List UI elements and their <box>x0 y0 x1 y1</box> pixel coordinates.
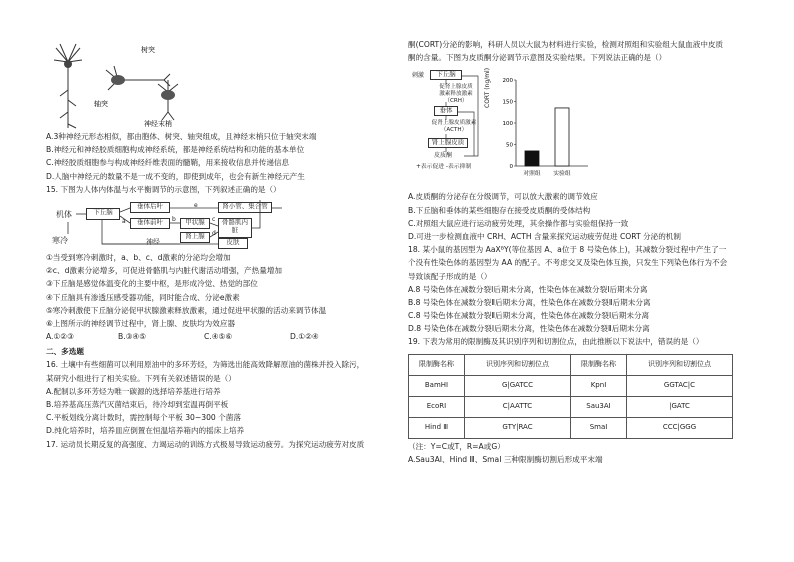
statement-line: ③下丘脑是感觉体温变化的主要中枢，是形成冷觉、热觉的部位 <box>46 279 258 289</box>
text-line: A.Sau3AI、Hind Ⅲ、SmaI 三种限制酶切割后形成平末端 <box>408 454 603 464</box>
left-column <box>46 40 394 453</box>
text-line: D.人脑中神经元的数量不是一成不变的，即使到成年，也会有新生神经元产生 <box>46 171 305 181</box>
statement-line: ⑥上图所示的神经调节过程中，肾上腺、皮肤均为效应器 <box>46 318 236 328</box>
statement-line: ④下丘脑具有渗透压感受器功能，同时能合成、分泌e激素 <box>46 292 240 302</box>
table-cell: GTY|RAC <box>465 417 571 438</box>
text-line: B.培养基高压蒸汽灭菌结束后，待冷却到室温再倒平板 <box>46 400 229 409</box>
cortisone-label: 皮质酮 <box>434 152 453 160</box>
table-cell: BamHI <box>409 375 465 396</box>
text-line: 导致该配子形成的是（） <box>408 271 492 281</box>
cort-arrows <box>408 68 508 168</box>
text-line: 16. 土壤中有些细菌可以利用原油中的多环芳烃，为筛选出能高效降解原油的菌株并投入除污， <box>46 360 365 370</box>
q17-q19-text <box>408 192 760 350</box>
y-tick-label: 150 <box>502 99 513 106</box>
text-line: C.8 号染色体在减数分裂Ⅱ后期未分离，性染色体在减数分裂Ⅰ后期未分离 <box>408 311 650 321</box>
table-cell: C|AATTC <box>465 396 571 417</box>
stimulus-label: 刺激 <box>412 72 425 80</box>
text-line: D.纯化培养时，培养皿应倒置在恒温培养箱内的摇床上培养 <box>46 426 245 436</box>
text-line: A.皮质酮的分泌存在分级调节，可以放大激素的调节效应 <box>408 192 598 202</box>
nerve-label: 神经 <box>146 237 160 246</box>
table-cell: |GATC <box>627 396 733 417</box>
table-row <box>409 396 733 417</box>
letter-e: e <box>194 201 198 209</box>
table-header-row <box>409 354 733 375</box>
acth-label: 促肾上腺皮质激素 （ACTH） <box>431 120 477 134</box>
adrenal-cortex-box: 肾上腺皮质 <box>428 138 468 148</box>
table-header: 识别序列和切割位点 <box>465 354 571 375</box>
cold-label: 寒冷 <box>52 235 68 245</box>
y-tick-label: 50 <box>506 142 513 149</box>
skin-box: 皮肤 <box>218 238 248 249</box>
anterior-pituitary-box: 垂体前叶 <box>130 218 170 229</box>
table-cell: Sau3AI <box>571 396 627 417</box>
table-cell: GGTAC|C <box>627 375 733 396</box>
option-c: C.④⑤⑥ <box>204 332 233 342</box>
y-tick-label: 200 <box>502 78 513 85</box>
letter-d: d <box>212 229 216 237</box>
regulation-arrows <box>46 200 394 250</box>
option-a: A.①②③ <box>46 332 74 342</box>
table-cell: EcoRI <box>409 396 465 417</box>
text-line: 18. 某小鼠的基因型为 AaXᴮY(等位基因 A、a位于 8 号染色体上)，其减数分裂过程中产生了一 <box>408 245 727 255</box>
neuron-figure <box>46 40 394 132</box>
thyroid-box: 甲状腺 <box>180 218 210 229</box>
table-note: （注：Y=C或T，R=A或G） <box>408 441 505 451</box>
text-line: B.8 号染色体在减数分裂Ⅱ后期未分离，性染色体在减数分裂Ⅱ后期未分离 <box>408 297 651 307</box>
text-line: A.8 号染色体在减数分裂Ⅰ后期未分离，性染色体在减数分裂Ⅰ后期未分离 <box>408 284 648 294</box>
table-row <box>409 375 733 396</box>
legend-text: +表示促进 -表示抑制 <box>416 164 472 171</box>
renal-tubule-box: 肾小管、集合管 <box>218 202 272 213</box>
table-cell: G|GATCC <box>465 375 571 396</box>
organism-label: 机体 <box>56 209 72 219</box>
text-line: 19. 下表为常用的限制酶及其识别序列和切割位点，由此推断以下说法中，错误的是（） <box>408 337 704 347</box>
hypothalamus-box: 下丘脑 <box>430 70 462 80</box>
table-header: 识别序列和切割位点 <box>627 354 733 375</box>
text-line: 酮(CORT)分泌的影响，科研人员以大鼠为材料进行实验，检测对照组和实验组大鼠血液中皮质 <box>408 40 724 49</box>
adrenal-box: 肾上腺 <box>180 232 210 243</box>
text-line: D.8 号染色体在减数分裂Ⅰ后期未分离，性染色体在减数分裂Ⅱ后期未分离 <box>408 324 650 334</box>
table-header: 限制酶名称 <box>409 354 465 375</box>
terminal-label: 神经末梢 <box>144 120 172 128</box>
text-line: B.下丘脑和垂体的某些细胞存在接受皮质酮的受体结构 <box>408 205 591 215</box>
text-line: 某研究小组进行了相关实验。下列有关叙述错误的是（） <box>46 373 236 383</box>
table-header: 限制酶名称 <box>571 354 627 375</box>
text-line: 酮的含量。下图为皮质酮分泌调节示意图及实验结果。下列说法正确的是（） <box>408 53 667 63</box>
table-cell: CCC|GGG <box>627 417 733 438</box>
regulation-figure <box>46 200 394 250</box>
crh-label: 促肾上腺皮质 激素释放激素 （CRH） <box>439 84 473 104</box>
cort-bar-chart <box>494 70 594 180</box>
text-line: A.3种神经元形态相似，都由胞体、树突、轴突组成，且神经末梢只位于轴突末端 <box>46 132 317 141</box>
section-title: 二、多选题 <box>46 347 84 357</box>
text-line: D.可进一步检测血液中 CRH、ACTH 含量来探究运动疲劳促进 CORT 分泌的机制 <box>408 231 681 241</box>
statement-line: ①当受到寒冷刺激时，a、b、c、d激素的分泌均会增加 <box>46 252 231 262</box>
neuron-diagram <box>46 40 196 132</box>
option-d: D.①②④ <box>290 332 319 342</box>
question-15-stem: 15. 下图为人体内体温与水平衡调节的示意图，下列叙述正确的是（） <box>46 184 281 194</box>
table-row <box>409 417 733 438</box>
muscle-organ-box: 骨骼肌内脏 <box>218 218 252 238</box>
q15-options <box>46 332 394 345</box>
text-line: B.神经元和神经胶质细胞构成神经系统，都是神经系统结构和功能的基本单位 <box>46 145 305 155</box>
statement-line: ⑤寒冷刺激使下丘脑分泌促甲状腺激素释放激素，通过促进甲状腺的活动来调节体温 <box>46 305 327 315</box>
pituitary-box: 垂体 <box>434 106 458 116</box>
posterior-pituitary-box: 垂体后叶 <box>130 202 170 213</box>
q16-q17 <box>46 360 394 452</box>
q14-options <box>46 132 394 198</box>
hypothalamus-box: 下丘脑 <box>86 208 120 220</box>
q15-statements <box>46 253 394 332</box>
dendrite-label: 树突 <box>141 46 155 54</box>
axon-label: 轴突 <box>94 100 108 108</box>
text-line: 17. 运动员长期反复的高强度、力竭运动的训练方式极易导致运动疲劳。为探究运动疲劳对皮质 <box>46 439 365 449</box>
y-tick-label: 0 <box>509 164 513 171</box>
text-line: 个没有性染色体的基因型为 AA 的配子。不考虑交叉及染色体互换，只发生下列染色体行为不会 <box>408 258 728 268</box>
text-line: C.对照组大鼠应进行运动疲劳处理，其余操作都与实验组保持一致 <box>408 218 629 228</box>
bar-experimental <box>555 108 569 166</box>
x-tick-label: 对照组 <box>523 171 541 178</box>
enzyme-table <box>408 354 733 439</box>
letter-a: a <box>122 217 126 225</box>
letter-b: b <box>172 215 176 223</box>
bar-control <box>525 151 539 166</box>
text-line: A.配制以多环芳烃为唯一碳源的选择培养基进行培养 <box>46 386 221 396</box>
table-cell: KpnI <box>571 375 627 396</box>
y-tick-label: 100 <box>502 121 513 128</box>
y-axis-label: CORT (ng/ml) <box>484 68 491 109</box>
right-column <box>408 40 760 468</box>
table-cell: SmaI <box>571 417 627 438</box>
table-cell: Hind Ⅲ <box>409 417 465 438</box>
text-line: C.神经胶质细胞参与构成神经纤维表面的髓鞘，用来接收信息并传递信息 <box>46 158 290 168</box>
text-line: C.平板划线分离计数时，需控制每个平板 30~300 个菌落 <box>46 413 241 423</box>
option-b: B.③④⑤ <box>118 332 147 342</box>
letter-c: c <box>212 215 216 223</box>
cort-figure <box>408 68 760 190</box>
statement-line: ②c、d激素分泌增多，可促进骨骼肌与内脏代谢活动增强，产热量增加 <box>46 266 283 276</box>
x-tick-label: 实验组 <box>553 171 571 178</box>
